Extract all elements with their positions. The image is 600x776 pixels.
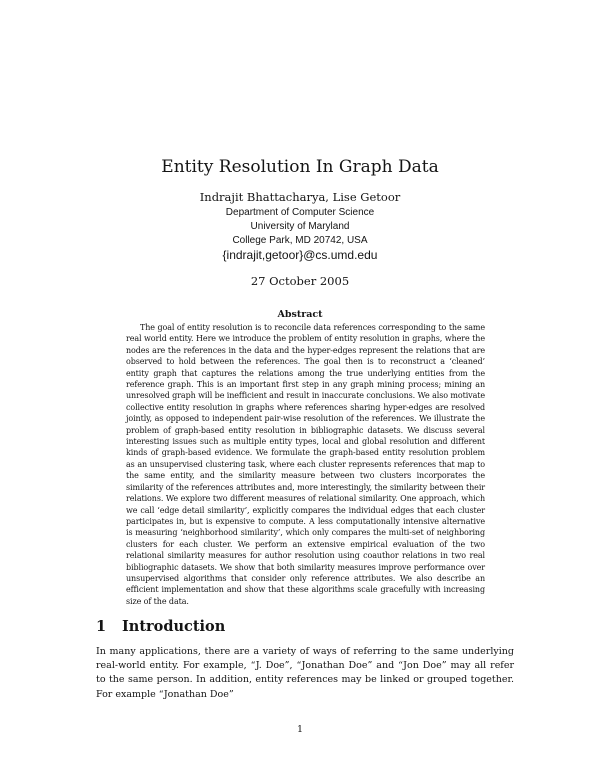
affiliation-university: University of Maryland	[250, 221, 350, 232]
affiliation-address: College Park, MD 20742, USA	[232, 235, 368, 246]
section-title: Introduction	[122, 618, 226, 635]
author-list: Indrajit Bhattacharya, Lise Getoor	[199, 190, 401, 204]
paper-date: 27 October 2005	[250, 274, 350, 288]
section-heading	[96, 618, 225, 636]
author-email: {indrajit,getoor}@cs.umd.edu	[222, 248, 378, 262]
introduction-paragraph: In many applications, there are a variety of ways of referring to the same underlying real-world entity. For example, “J. Doe”, “Jonathan Doe” and “Jon Doe” may all refer to the same person. In addition, entity references may be linked or grouped together. For example “Jonathan Doe”	[96, 646, 514, 700]
page-number: 1	[296, 724, 304, 735]
paper-title: Entity Resolution In Graph Data	[161, 157, 439, 177]
abstract-text: The goal of entity resolution is to reconcile data references corresponding to the same real world entity. Here we introduce the problem of entity resolution in graphs, where the nodes are the references in the data and the hyper-edges represent the relations that are observed to hold between the references. The goal then is to reconstruct a ‘cleaned’ entity graph that captures the relations among the true underlying entities from the reference graph. This is an important first step in any graph mining process; mining an unresolved graph will be inefficient and result in inaccurate conclusions. We also motivate collective entity resolution in graphs where references sharing hyper-edges are resolved jointly, as opposed to independent pair-wise resolution of the references. We illustrate the problem of graph-based entity resolution in bibliographic datasets. We discuss several interesting issues such as multiple entity types, local and global resolution and different kinds of graph-based evidence. We formulate the graph-based entity resolution problem as an unsupervised clustering task, where each cluster represents references that map to the same entity, and the similarity measure between two clusters incorporates the similarity of the references attributes and, more interestingly, the similarity between their relations. We explore two different measures of relational similarity. One approach, which we call ‘edge detail similarity’, explicitly compares the individual edges that each cluster participates in, but is expensive to compute. A less computationally intensive alternative is measuring ‘neighborhood similarity’, which only compares the multi-set of neighboring clusters for each cluster. We perform an extensive empirical evaluation of the two relational similarity measures for author resolution using coauthor relations in two real bibliographic datasets. We show that both similarity measures improve performance over unsupervised algorithms that consider only reference attributes. We also describe an efficient implementation and show that these algorithms scale gracefully with increasing size of the data.	[126, 323, 485, 606]
affiliation-department: Department of Computer Science	[225, 207, 375, 218]
abstract-heading: Abstract	[277, 309, 323, 320]
section-number: 1	[96, 618, 107, 635]
